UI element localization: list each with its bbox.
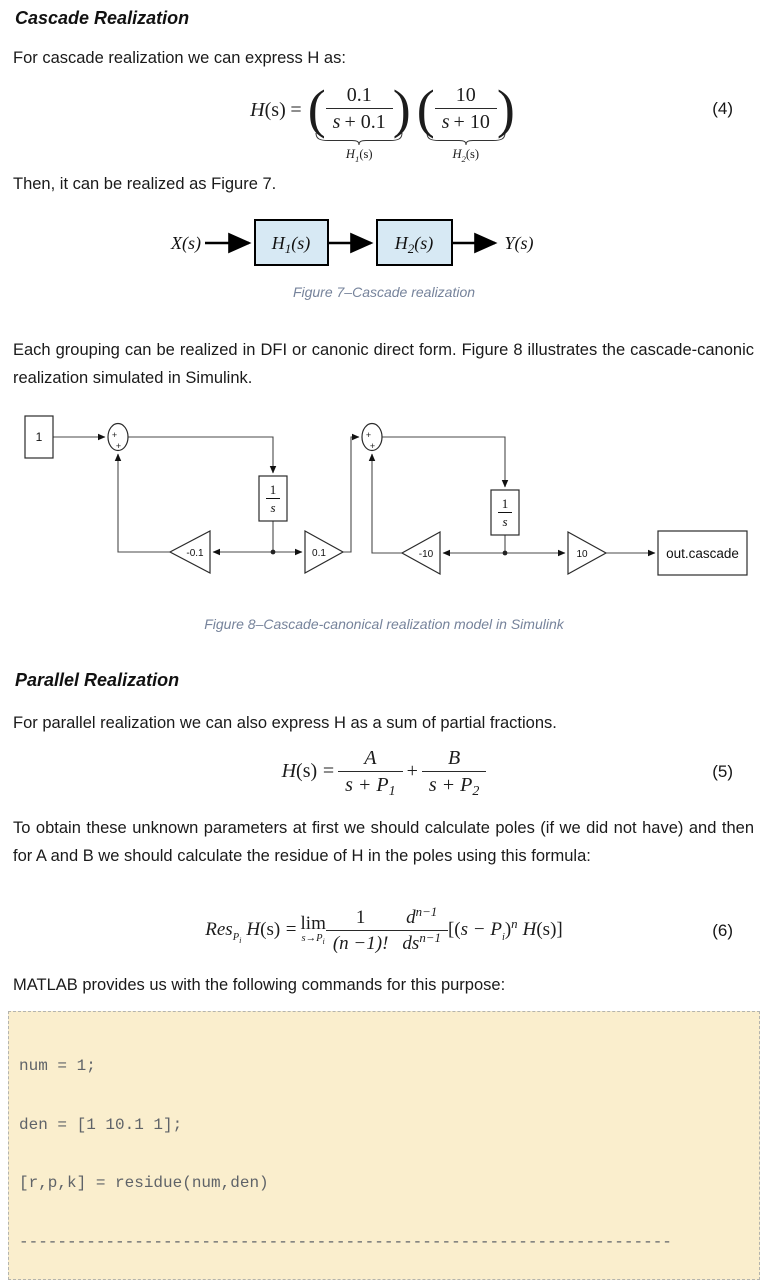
eq5-fraction-2: $\frac{B}{s + P_2}$ xyxy=(422,748,487,795)
code-line-1: num = 1; xyxy=(19,1057,96,1075)
figure7-output-label: Y(s) xyxy=(504,233,534,253)
paren-open: ( xyxy=(307,79,326,139)
equation-number-6: (6) xyxy=(712,921,733,940)
figure7-block2-label: $H_2(s)$ xyxy=(394,233,434,256)
underbrace-1 xyxy=(313,132,405,145)
equation-number-4: (4) xyxy=(712,99,733,118)
eq4-fraction-1: $\frac{0.1}{s + 0.1}$ xyxy=(326,85,393,132)
figure8-diagram xyxy=(10,408,760,593)
gain-neg10-label: -10 xyxy=(418,549,434,560)
eq5-lhs: H(s) = xyxy=(281,759,335,782)
gain-01-label: 0.1 xyxy=(312,548,326,559)
section-heading-parallel: Parallel Realization xyxy=(15,670,180,690)
code-line-2: den = [1 10.1 1]; xyxy=(19,1115,183,1134)
figure8-caption: Figure 8–Cascade-canonical realization model in Simulink xyxy=(204,616,564,632)
paren-open: ( xyxy=(416,79,435,139)
section-heading-cascade: Cascade Realization xyxy=(15,8,190,28)
sum1-plus-bottom: + xyxy=(115,441,122,451)
code-line-3: [r,p,k] = residue(num,den) xyxy=(19,1174,269,1192)
sum1-plus-left: + xyxy=(111,430,118,440)
paragraph-then: Then, it can be realized as Figure 7. xyxy=(13,175,277,193)
paragraph-parallel-intro: For parallel realization we can also express H as a sum of partial fractions. xyxy=(13,714,557,732)
equation-number-5: (5) xyxy=(712,762,733,781)
figure7-block1-label: $H_1(s)$ xyxy=(271,233,311,256)
matlab-code-block xyxy=(8,1011,760,1280)
eq5-fraction-1: $\frac{A}{s + P_1}$ xyxy=(338,748,403,795)
eq6-limit: lim $s\to P_i$ xyxy=(300,912,326,946)
code-line-separator: -------------------------------------------------------------------- xyxy=(19,1232,672,1251)
sum2-plus-left: + xyxy=(365,430,372,440)
equation-4 xyxy=(0,78,768,168)
eq5-plus: + xyxy=(406,759,418,782)
underbrace-2 xyxy=(424,132,508,145)
paragraph-grouping: Each grouping can be realized in DFI or canonic direct form. Figure 8 illustrates the cascade-canonic realization simulated in Simulink. xyxy=(13,341,754,387)
output-block-label: out.cascade xyxy=(666,546,739,561)
svg-text:1: 1 xyxy=(501,496,509,511)
svg-text:1: 1 xyxy=(269,482,277,497)
eq4-lhs: H(s) = xyxy=(250,98,302,121)
equation-5 xyxy=(0,745,768,797)
eq4-group-h1 xyxy=(307,79,411,164)
equation-6 xyxy=(0,901,768,959)
paragraph-matlab: MATLAB provides us with the following commands for this purpose: xyxy=(13,976,506,994)
eq6-fraction-1: $\frac{1}{(n -1)!}$ xyxy=(326,908,396,953)
eq6-fraction-2: $\frac{d^{n-1}}{ds^{n-1}}$ xyxy=(395,908,448,953)
figure7-input-label: X(s) xyxy=(171,233,201,253)
eq4-fraction-2: $\frac{10}{s + 10}$ xyxy=(435,85,497,132)
paragraph-cascade-intro: For cascade realization we can express H as: xyxy=(13,49,346,67)
junction-dot-1 xyxy=(271,550,276,555)
eq4-label-h1: $H_1(s)$ xyxy=(345,146,373,164)
svg-text:s: s xyxy=(502,514,508,529)
paren-close: ) xyxy=(392,79,411,139)
gain-neg01-label: -0.1 xyxy=(186,548,204,559)
figure7-caption: Figure 7–Cascade realization xyxy=(292,284,476,300)
eq6-lhs: Res$_{P_i}$H(s) = xyxy=(205,918,297,946)
sum2-plus-bottom: + xyxy=(369,441,376,451)
eq4-group-h2 xyxy=(416,79,515,164)
gain-10-label: 10 xyxy=(576,549,588,560)
constant-label: 1 xyxy=(35,430,43,444)
svg-text:s: s xyxy=(270,500,276,515)
figure7-diagram xyxy=(155,214,550,272)
eq6-bracket-term: [$(s - P_i)^n$ H(s)] xyxy=(447,916,563,943)
paren-close: ) xyxy=(496,79,515,139)
signal-lines xyxy=(53,437,655,553)
paragraph-residue: To obtain these unknown parameters at first we should calculate poles (if we did not have) and then for A and B we should calculate the residue of H in the poles using this formula: xyxy=(13,819,754,865)
eq4-label-h2: $H_2(s)$ xyxy=(452,146,480,164)
junction-dot-2 xyxy=(503,551,508,556)
